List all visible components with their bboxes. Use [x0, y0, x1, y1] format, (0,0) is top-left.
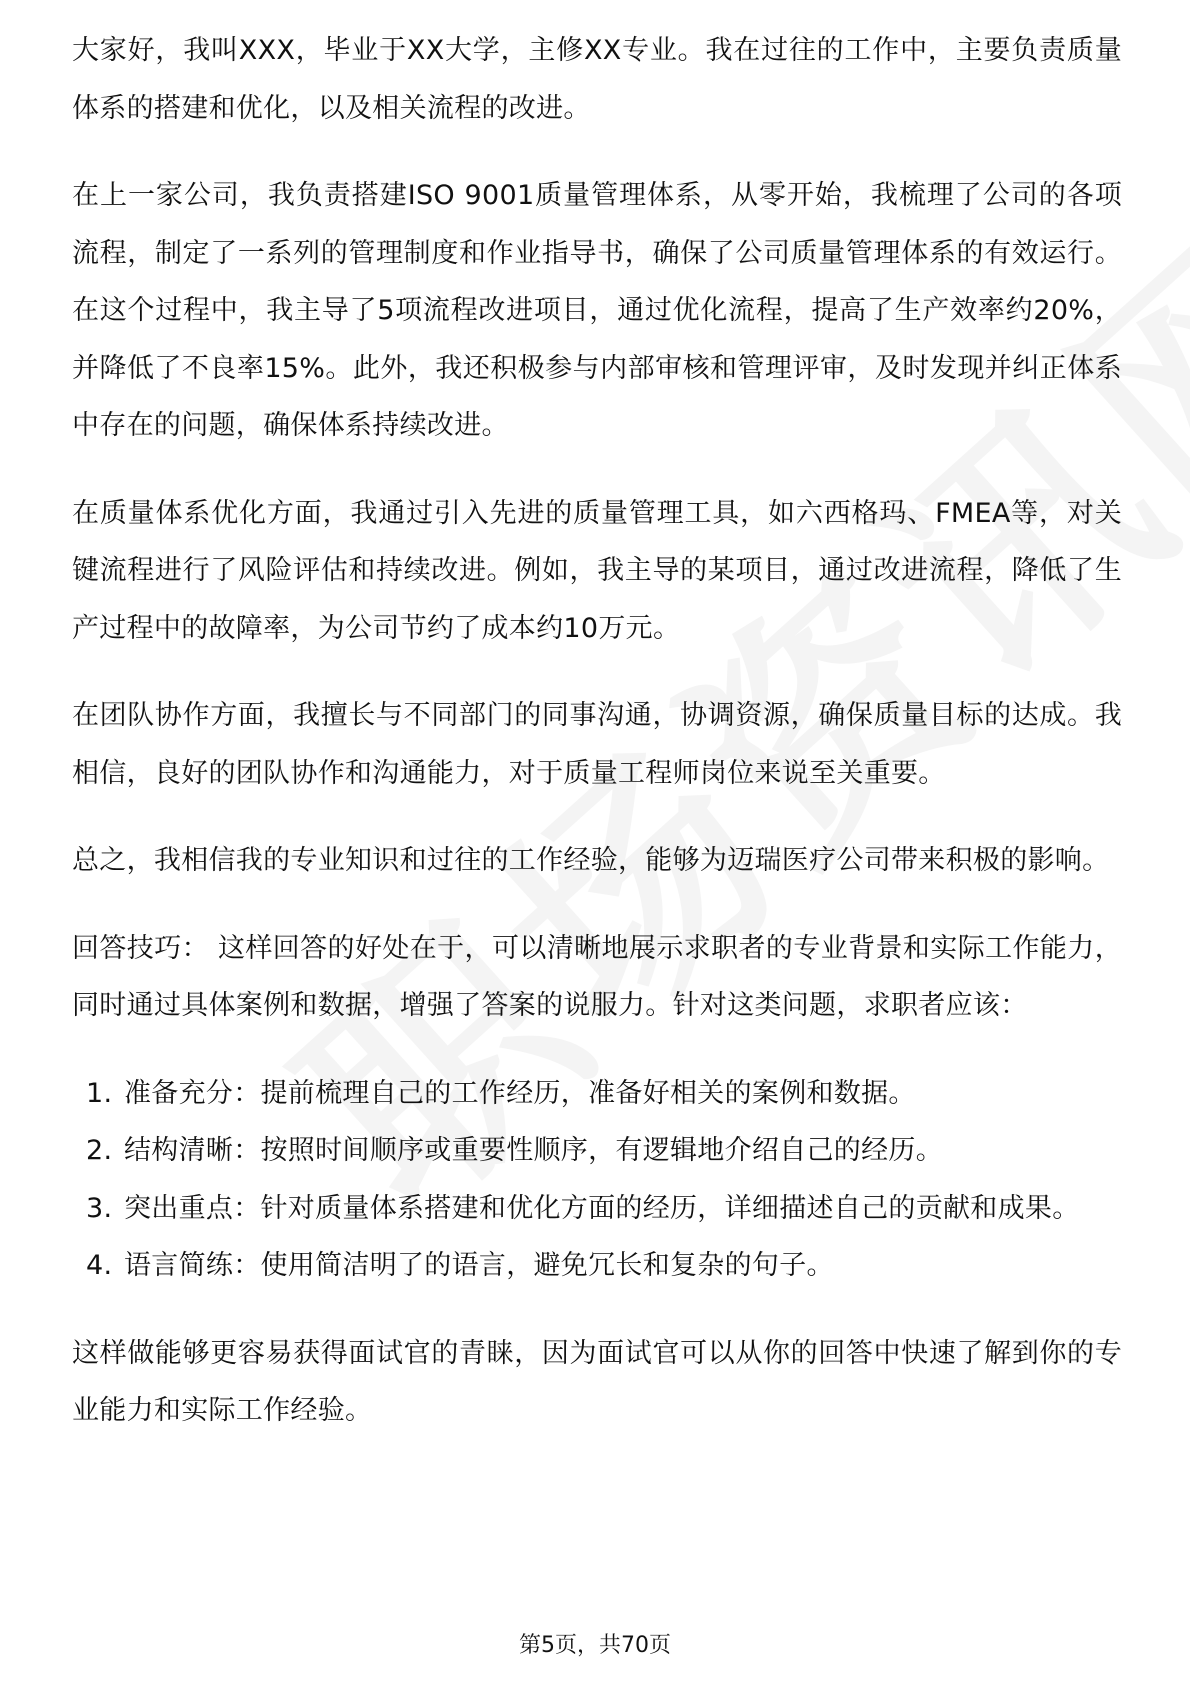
list-text: 语言简练：使用简洁明了的语言，避免冗长和复杂的句子。 [124, 1250, 834, 1281]
list-item [72, 1065, 1122, 1123]
list-number: 3. [86, 1192, 113, 1224]
paragraph-teamwork: 在团队协作方面，我擅长与不同部门的同事沟通，协调资源，确保质量目标的达成。我相信，良好的团队协作和沟通能力，对于质量工程师岗位来说至关重要。 [72, 700, 1122, 789]
list-number: 4. [86, 1250, 113, 1281]
list-item [72, 1237, 1122, 1295]
list-text: 准备充分：提前梳理自己的工作经历，准备好相关的案例和数据。 [124, 1077, 916, 1109]
paragraph-closing: 这样做能够更容易获得面试官的青睐，因为面试官可以从你的回答中快速了解到你的专业能力和实际工作经验。 [72, 1337, 1122, 1426]
paragraph-previous-company: 在上一家公司，我负责搭建ISO 9001质量管理体系，从零开始，我梳理了公司的各项流程，制定了一系列的管理制度和作业指导书，确保了公司质量管理体系的有效运行。在这个过程中，我主导了5项流程改进项目，通过优化流程，提高了生产效率约20%，并降低了不良率15%。此外，我还积极参与内部审核和管理评审，及时发现并纠正体系中存在的问题，确保体系持续改进。 [72, 180, 1122, 441]
paragraph-summary: 总之，我相信我的专业知识和过往的工作经验，能够为迈瑞医疗公司带来积极的影响。 [72, 845, 1110, 876]
page-footer: 第5页，共70页 [519, 1633, 671, 1658]
list-text: 结构清晰：按照时间顺序或重要性顺序，有逻辑地介绍自己的经历。 [124, 1135, 943, 1166]
paragraph-quality-optimization: 在质量体系优化方面，我通过引入先进的质量管理工具，如六西格玛、FMEA等，对关键流程进行了风险评估和持续改进。例如，我主导的某项目，通过改进流程，降低了生产过程中的故障率，为公司节约了成本约10万元。 [72, 497, 1122, 644]
list-text: 突出重点：针对质量体系搭建和优化方面的经历，详细描述自己的贡献和成果。 [124, 1192, 1080, 1224]
paragraph-answer-tips: 回答技巧： 这样回答的好处在于，可以清晰地展示求职者的专业背景和实际工作能力，同时通过具体案例和数据，增强了答案的说服力。针对这类问题，求职者应该： [72, 932, 1122, 1021]
document-body [72, 22, 1122, 1470]
paragraph-intro: 大家好，我叫XXX，毕业于XX大学，主修XX专业。我在过往的工作中，主要负责质量体系的搭建和优化，以及相关流程的改进。 [72, 35, 1122, 124]
list-item [72, 1122, 1122, 1180]
list-number: 1. [86, 1077, 113, 1109]
list-item [72, 1180, 1122, 1238]
tips-list [72, 1065, 1122, 1295]
list-number: 2. [86, 1135, 113, 1166]
